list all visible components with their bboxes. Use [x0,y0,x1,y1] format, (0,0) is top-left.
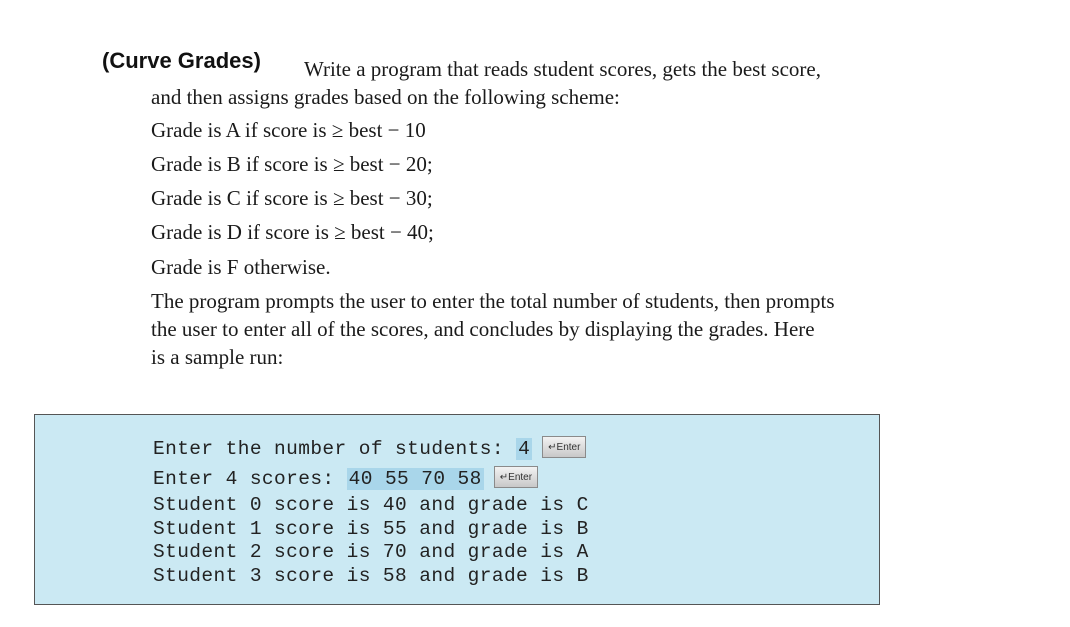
grade-rule-c: Grade is C if score is ≥ best − 30; [151,186,433,210]
problem-title: (Curve Grades) [102,48,261,73]
enter-key-icon: ↵Enter [542,436,586,458]
output-line-student-0: Student 0 score is 40 and grade is C [153,494,589,516]
output-line-student-1: Student 1 score is 55 and grade is B [153,518,589,540]
console-line-students [153,437,586,461]
grade-rule-f: Grade is F otherwise. [151,255,331,279]
input-students: 4 [518,438,531,460]
console-line-scores [153,467,538,491]
sample-run-console [34,414,880,605]
grade-rule-b: Grade is B if score is ≥ best − 20; [151,152,433,176]
intro-line-2: and then assigns grades based on the following scheme: [151,85,620,109]
output-line-student-3: Student 3 score is 58 and grade is B [153,565,589,587]
description-line-3: is a sample run: [151,345,284,369]
description-line-1: The program prompts the user to enter the total number of students, then prompts [151,289,835,313]
output-line-student-2: Student 2 score is 70 and grade is A [153,541,589,563]
description-line-2: the user to enter all of the scores, and concludes by displaying the grades. Here [151,317,815,341]
input-scores: 40 55 70 58 [348,468,482,490]
intro-line-1: Write a program that reads student scores, gets the best score, [304,57,821,81]
prompt-scores: Enter 4 scores: [153,468,347,490]
prompt-students: Enter the number of students: [153,438,517,460]
grade-rule-d: Grade is D if score is ≥ best − 40; [151,220,434,244]
enter-key-icon: ↵Enter [494,466,538,488]
grade-rule-a: Grade is A if score is ≥ best − 10 [151,118,426,142]
